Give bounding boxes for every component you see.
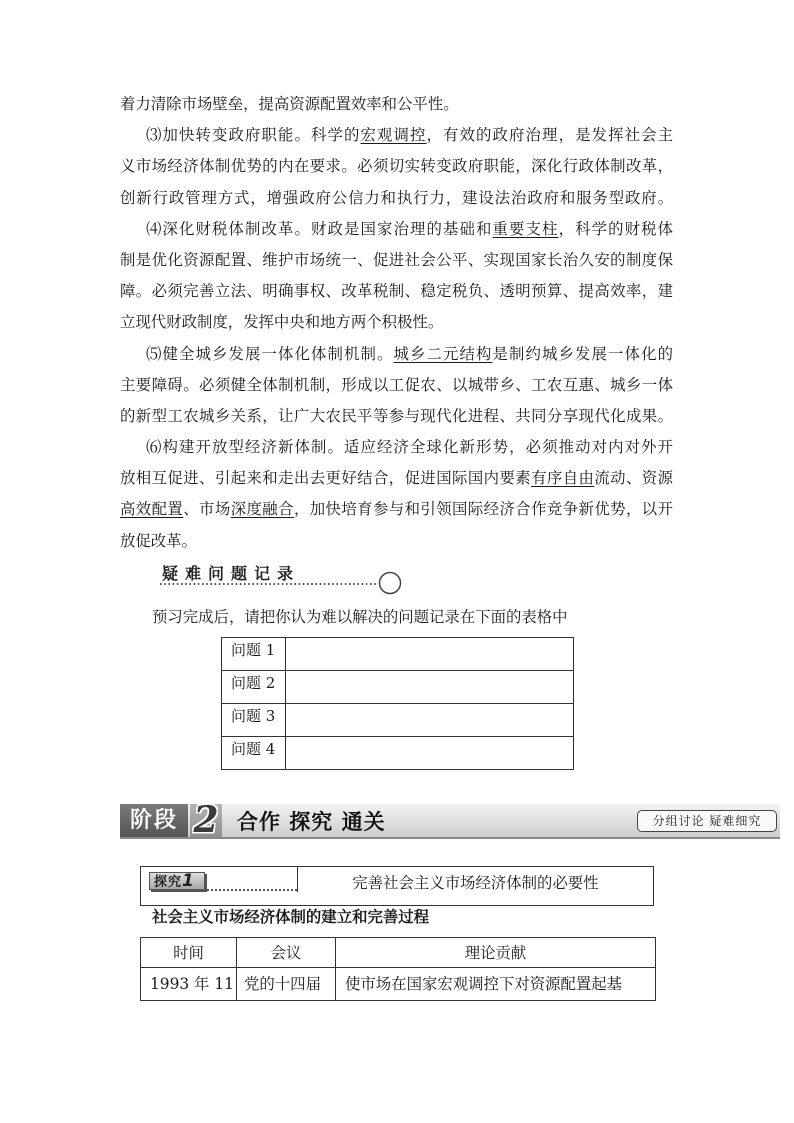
- explore-number: 1: [182, 871, 194, 891]
- text-segment: ，科学的财税体: [558, 219, 673, 238]
- underlined-term: 有序自由: [531, 469, 595, 488]
- text-segment: ⑶加快转变政府职能。科学的: [146, 126, 361, 145]
- text-segment: ⑷深化财税体制改革。财政是国家治理的基础和: [146, 219, 493, 238]
- question-label: 问题 1: [222, 638, 286, 671]
- text-line: [120, 120, 673, 151]
- underlined-term: 重要支柱: [492, 219, 559, 238]
- table-row: [222, 737, 574, 770]
- underlined-term: 宏观调控: [360, 126, 427, 145]
- section-title: 疑难问题记录: [162, 564, 301, 583]
- text-line: 着力清除市场壁垒，提高资源配置效率和公平性。: [120, 95, 459, 113]
- text-segment: ⑸健全城乡发展一体化体制机制。: [146, 344, 394, 363]
- text-segment: 放相互促进、引起来和走出去更好结合，促进国际国内要素: [120, 469, 532, 488]
- process-heading: 社会主义市场经济体制的建立和完善过程: [152, 908, 430, 926]
- table-row: [222, 671, 574, 704]
- table-row: [222, 704, 574, 737]
- underlined-term: 高效配置: [120, 500, 184, 519]
- circle-marker-icon: [380, 573, 401, 594]
- history-table: [140, 937, 656, 1001]
- text-line: 制是优化资源配置、维护市场统一、促进社会公平、实现国家长治久安的制度保: [120, 250, 673, 269]
- text-line: ⑹构建开放型经济新体制。适应经济全球化新形势，必须推动对内对外开: [146, 438, 673, 457]
- question-table: [221, 637, 574, 770]
- answer-cell: [286, 638, 574, 671]
- dotted-rule: [207, 889, 297, 891]
- paragraph-item-4: [120, 214, 673, 339]
- text-line: [120, 339, 673, 370]
- table-cell-contribution: 使市场在国家宏观调控下对资源配置起基: [336, 968, 656, 1001]
- question-label: 问题 4: [222, 737, 286, 770]
- text-segment: 流动、资源: [594, 469, 673, 488]
- paragraph-item-5: [120, 339, 673, 433]
- paragraph-item-6: [120, 432, 673, 557]
- table-row: [141, 968, 656, 1001]
- stage-title: 合作 探究 通关: [237, 809, 386, 834]
- answer-cell: [286, 671, 574, 704]
- column-header: 会议: [237, 938, 336, 968]
- question-label: 问题 2: [222, 671, 286, 704]
- text-line: 放促改革。: [120, 531, 197, 550]
- explore-label: 探究: [154, 875, 183, 890]
- table-cell-meeting: 党的十四届: [237, 968, 336, 1001]
- text-segment: ，有效的政府治理，是发挥社会主: [426, 126, 673, 145]
- stage-label: 阶段: [120, 804, 188, 837]
- text-line: 主要障碍。必须健全体制机制，形成以工促农、以城带乡、工农互惠、城乡一体: [120, 375, 673, 394]
- text-line: 的新型工农城乡关系，让广大农民平等参与现代化进程、共同分享现代化成果。: [120, 406, 673, 425]
- question-label: 问题 3: [222, 704, 286, 737]
- text-line: 障。必须完善立法、明确事权、改革税制、稳定税负、透明预算、提高效率，建: [120, 282, 673, 301]
- answer-cell: [286, 704, 574, 737]
- explore-header-box: [140, 866, 654, 906]
- instruction-text: 预习完成后，请把你认为难以解决的问题记录在下面的表格中: [152, 608, 568, 626]
- column-header: 时间: [141, 938, 237, 968]
- table-header-row: [141, 938, 656, 968]
- column-header: 理论贡献: [336, 938, 656, 968]
- stage-tag: 分组讨论 疑难细究: [637, 810, 777, 832]
- underlined-term: 城乡二元结构: [393, 344, 493, 363]
- paragraph-item-3: [120, 120, 673, 214]
- answer-cell: [286, 737, 574, 770]
- explore-title: 完善社会主义市场经济体制的必要性: [352, 874, 599, 892]
- stage-number: 2: [193, 799, 219, 841]
- text-segment: 、市场: [183, 500, 231, 519]
- text-line: [120, 214, 673, 245]
- text-line: 立现代财政制度，发挥中央和地方两个积极性。: [120, 313, 444, 332]
- paragraph-continued: [120, 89, 673, 120]
- explore-badge: [149, 872, 205, 890]
- text-segment: ，加快培育参与和引领国际经济合作竞争新优势，以开: [293, 500, 673, 519]
- text-segment: 是制约城乡发展一体化的: [492, 344, 673, 363]
- text-line: [120, 494, 673, 525]
- passage: [120, 89, 673, 557]
- table-cell-time: 1993 年 11: [141, 968, 237, 1001]
- table-row: [222, 638, 574, 671]
- text-line: 创新行政管理方式，增强政府公信力和执行力，建设法治政府和服务型政府。: [120, 188, 673, 207]
- stage-banner: [120, 799, 780, 841]
- text-line: 义市场经济体制优势的内在要求。必须切实转变政府职能，深化行政体制改革，: [120, 157, 673, 176]
- text-line: [120, 463, 673, 494]
- underlined-term: 深度融合: [230, 500, 294, 519]
